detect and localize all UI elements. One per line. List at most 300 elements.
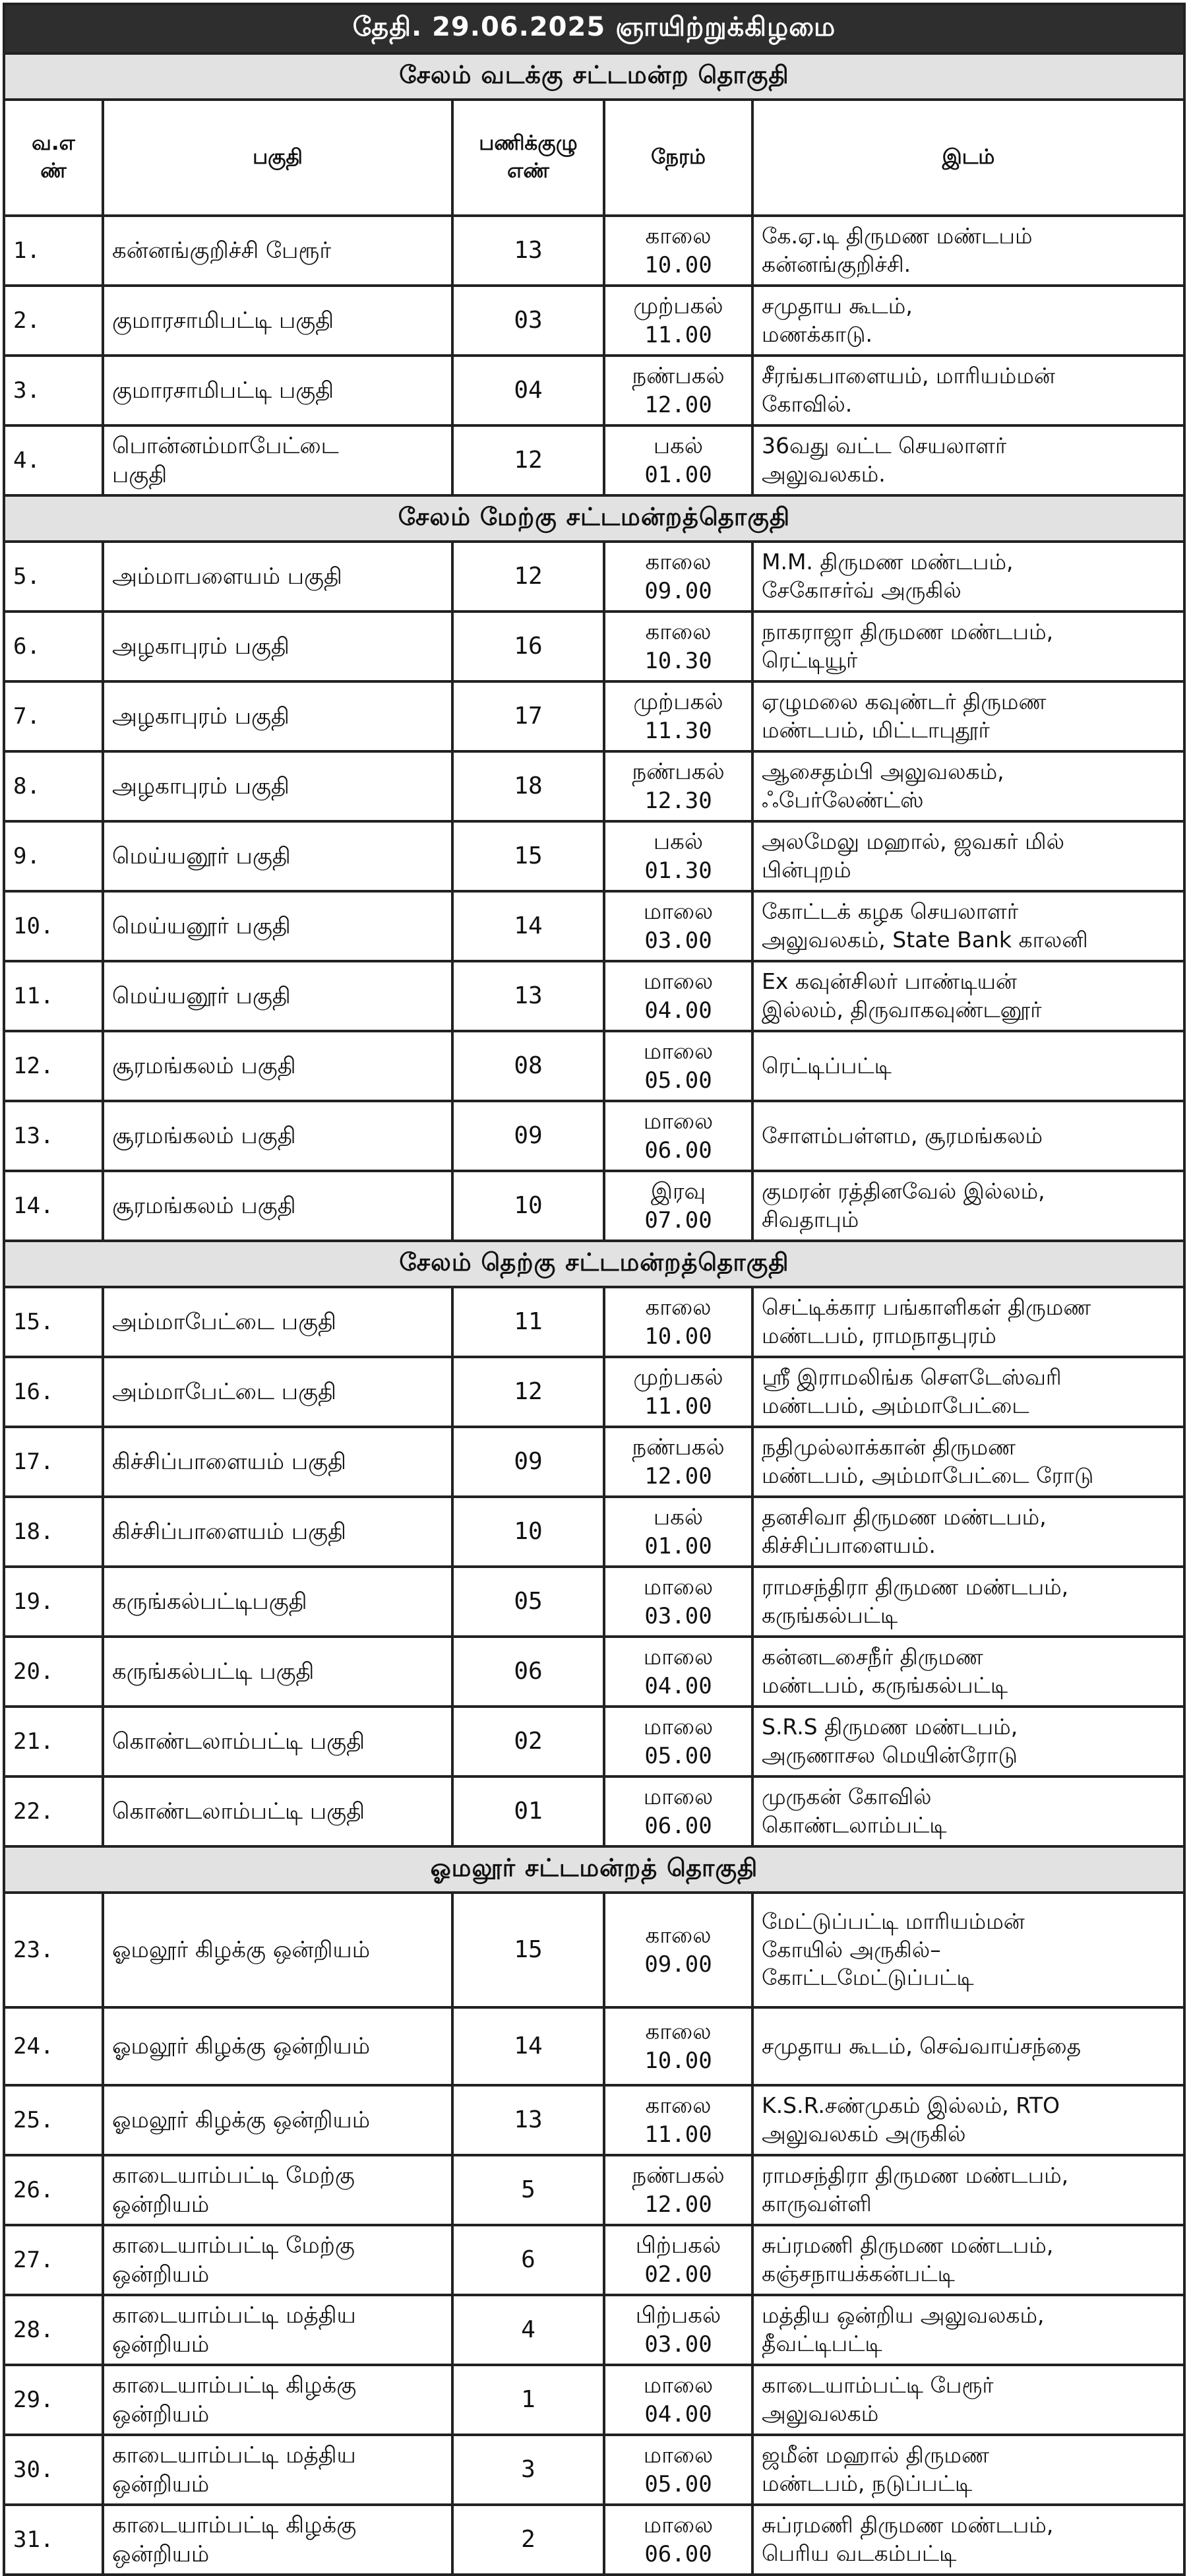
venue-place-line: கோட்டக் கழக செயலாளர்: [762, 898, 1019, 925]
venue-place-line: குமரன் ரத்தினவேல் இல்லம்,: [762, 1178, 1045, 1205]
time-slot: [604, 2505, 752, 2575]
time-slot-line: 06.00: [644, 1137, 712, 1164]
time-slot-line: 03.00: [644, 1603, 712, 1629]
time-slot-line: 01.30: [644, 858, 712, 884]
area-name: [103, 1171, 452, 1241]
venue-place: [752, 216, 1184, 286]
venue-place: [752, 425, 1184, 495]
panel-number: 06: [452, 1637, 604, 1707]
time-slot: [604, 1101, 752, 1171]
venue-place-line: ரெட்டிப்பட்டி: [762, 1052, 892, 1079]
time-slot-line: பகல்: [653, 828, 704, 855]
time-slot-line: 10.00: [644, 1323, 712, 1350]
venue-place: [752, 1893, 1184, 2007]
area-name-line: காடையாம்பட்டி மேற்கு: [112, 2232, 355, 2259]
venue-place: [752, 2225, 1184, 2295]
venue-place-line: கோயில் அருகில்–: [762, 1936, 941, 1963]
time-slot-line: 03.00: [644, 927, 712, 954]
serial-number: 11.: [4, 961, 103, 1031]
table-row: [4, 751, 1184, 821]
venue-place-line: அருணாசல மெயின்ரோடு: [762, 1742, 1018, 1768]
serial-number: 2.: [4, 286, 103, 356]
area-name: [103, 2007, 452, 2085]
venue-place: [752, 1497, 1184, 1567]
venue-place: [752, 1776, 1184, 1846]
table-row: [4, 1031, 1184, 1101]
venue-place-line: சீரங்கபாளையம், மாரியம்மன்: [762, 363, 1055, 389]
venue-place-line: கே.ஏ.டி திருமண மண்டபம்: [762, 223, 1033, 249]
serial-number: 25.: [4, 2085, 103, 2155]
panel-number: 16: [452, 612, 604, 681]
venue-place-line: அலுவலகம்: [762, 2401, 879, 2426]
serial-number: 28.: [4, 2295, 103, 2365]
header-place: இடம்: [752, 100, 1184, 216]
time-slot-line: 11.30: [644, 718, 712, 744]
venue-place: [752, 2435, 1184, 2505]
venue-place: [752, 1031, 1184, 1101]
panel-number: 2: [452, 2505, 604, 2575]
area-name: [103, 891, 452, 961]
venue-place-line: நதிமுல்லாக்கான் திருமண: [762, 1434, 1016, 1461]
area-name-line: காடையாம்பட்டி கிழக்கு: [112, 2372, 357, 2399]
time-slot-line: மாலை: [643, 1038, 714, 1065]
venue-place-line: சோளம்பள்ளம, சூரமங்கலம்: [762, 1122, 1043, 1148]
area-name-line: கருங்கல்பட்டிபகுதி: [112, 1588, 307, 1615]
date-bar-row: [4, 4, 1184, 53]
venue-place: [752, 612, 1184, 681]
time-slot: [604, 1031, 752, 1101]
area-name-line: காடையாம்பட்டி கிழக்கு: [112, 2511, 357, 2538]
venue-place-line: M.M. திருமண மண்டபம்,: [762, 549, 1014, 575]
date-bar: தேதி. 29.06.2025 ஞாயிற்றுக்கிழமை: [4, 4, 1184, 53]
venue-place-line: K.S.R.சண்முகம் இல்லம், RTO: [762, 2092, 1060, 2119]
serial-number: 1.: [4, 216, 103, 286]
time-slot: [604, 1707, 752, 1776]
table-row: [4, 1287, 1184, 1357]
panel-number: 13: [452, 2085, 604, 2155]
time-slot-line: மாலை: [643, 2372, 714, 2399]
table-row: [4, 286, 1184, 356]
time-slot-line: மாலை: [643, 1643, 714, 1670]
venue-place-line: ரெட்டியூர்: [762, 647, 858, 673]
area-name: [103, 681, 452, 751]
serial-number: 5.: [4, 542, 103, 612]
venue-place-line: 36வது வட்ட செயலாளர்: [762, 433, 1007, 459]
venue-place: [752, 542, 1184, 612]
serial-number: 21.: [4, 1707, 103, 1776]
area-name: [103, 821, 452, 891]
venue-place-line: S.R.S திருமண மண்டபம்,: [762, 1714, 1018, 1740]
venue-place-line: Ex கவுன்சிலர் பாண்டியன்: [762, 968, 1017, 995]
panel-number: 17: [452, 681, 604, 751]
venue-place-line: முருகன் கோவில்: [762, 1784, 932, 1810]
area-name-line: கிச்சிப்பாளையம் பகுதி: [112, 1518, 347, 1545]
serial-number: 17.: [4, 1427, 103, 1497]
venue-place-line: கோவில்.: [762, 391, 853, 417]
time-slot-line: காலை: [645, 1294, 712, 1321]
venue-place-line: ராமசந்திரா திருமண மண்டபம்,: [762, 2162, 1069, 2189]
time-slot: [604, 751, 752, 821]
area-name: [103, 2225, 452, 2295]
time-slot: [604, 2007, 752, 2085]
serial-number: 14.: [4, 1171, 103, 1241]
venue-place: [752, 1357, 1184, 1427]
time-slot-line: 06.00: [644, 1813, 712, 1839]
time-slot-line: 05.00: [644, 1743, 712, 1769]
venue-place: [752, 681, 1184, 751]
area-name: [103, 1707, 452, 1776]
time-slot: [604, 2435, 752, 2505]
serial-number: 3.: [4, 356, 103, 425]
area-name-line: சூரமங்கலம் பகுதி: [112, 1192, 296, 1219]
panel-number: 4: [452, 2295, 604, 2365]
area-name-line: மெய்யனூர் பகுதி: [112, 982, 291, 1009]
venue-place-line: சமுதாய கூடம், செவ்வாய்சந்தை: [762, 2032, 1082, 2059]
venue-place: [752, 821, 1184, 891]
area-name: [103, 2085, 452, 2155]
time-slot-line: 03.00: [644, 2331, 712, 2358]
time-slot: [604, 1427, 752, 1497]
header-panel: [452, 100, 604, 216]
area-name: [103, 751, 452, 821]
area-name: [103, 1101, 452, 1171]
table-row: [4, 1427, 1184, 1497]
section-title: ஓமலூர் சட்டமன்றத் தொகுதி: [4, 1846, 1184, 1893]
serial-number: 4.: [4, 425, 103, 495]
serial-number: 10.: [4, 891, 103, 961]
time-slot-line: பிற்பகல்: [635, 2232, 721, 2259]
panel-number: 09: [452, 1101, 604, 1171]
table-row: [4, 1567, 1184, 1637]
time-slot-line: காலை: [645, 2018, 712, 2045]
serial-number: 23.: [4, 1893, 103, 2007]
time-slot: [604, 542, 752, 612]
panel-number: 18: [452, 751, 604, 821]
header-serial-line: வ.எ: [32, 131, 75, 156]
serial-number: 29.: [4, 2365, 103, 2435]
panel-number: 13: [452, 216, 604, 286]
area-name-line: சூரமங்கலம் பகுதி: [112, 1052, 296, 1079]
venue-place-line: அலுவலகம்.: [762, 461, 886, 487]
time-slot: [604, 2085, 752, 2155]
area-name-line: ஒன்றியம்: [112, 2261, 210, 2288]
area-name-line: அழகாபுரம் பகுதி: [112, 633, 290, 660]
time-slot: [604, 1287, 752, 1357]
venue-place-line: சமுதாய கூடம்,: [762, 293, 913, 319]
time-slot-line: மாலை: [643, 968, 714, 995]
time-slot: [604, 356, 752, 425]
time-slot-line: 10.00: [644, 252, 712, 278]
venue-place: [752, 1287, 1184, 1357]
time-slot: [604, 2155, 752, 2225]
time-slot-line: 04.00: [644, 1673, 712, 1699]
table-row: [4, 961, 1184, 1031]
venue-place: [752, 751, 1184, 821]
venue-place-line: மேட்டுப்பட்டி மாரியம்மன்: [762, 1908, 1025, 1934]
time-slot-line: காலை: [645, 618, 712, 645]
time-slot-line: 05.00: [644, 1067, 712, 1094]
area-name-line: ஒன்றியம்: [112, 2541, 210, 2567]
time-slot-line: 12.00: [644, 392, 712, 418]
time-slot: [604, 821, 752, 891]
venue-place-line: ஆசைதம்பி அலுவலகம்,: [762, 759, 1004, 785]
area-name-line: ஒன்றியம்: [112, 2191, 210, 2218]
time-slot-line: முற்பகல்: [633, 688, 723, 715]
time-slot-line: 02.00: [644, 2261, 712, 2288]
venue-place: [752, 2085, 1184, 2155]
serial-number: 18.: [4, 1497, 103, 1567]
header-serial: [4, 100, 103, 216]
serial-number: 24.: [4, 2007, 103, 2085]
venue-place-line: இல்லம், திருவாகவுண்டனூர்: [762, 997, 1042, 1022]
area-name-line: ஓமலூர் கிழக்கு ஒன்றியம்: [112, 2106, 371, 2133]
table-row: [4, 1637, 1184, 1707]
area-name-line: கொண்டலாம்பட்டி பகுதி: [112, 1728, 365, 1755]
area-name: [103, 1637, 452, 1707]
venue-place-line: ஃபேர்லேண்ட்ஸ்: [762, 787, 924, 813]
venue-place: [752, 2365, 1184, 2435]
venue-place: [752, 1707, 1184, 1776]
time-slot-line: மாலை: [643, 1573, 714, 1600]
table-row: [4, 1357, 1184, 1427]
area-name-line: அம்மாபளையம் பகுதி: [112, 563, 342, 590]
area-name: [103, 1776, 452, 1846]
time-slot-line: 09.00: [644, 578, 712, 604]
panel-number: 6: [452, 2225, 604, 2295]
section-title-row: [4, 53, 1184, 100]
table-row: [4, 612, 1184, 681]
serial-number: 22.: [4, 1776, 103, 1846]
venue-place: [752, 1567, 1184, 1637]
area-name-line: கன்னங்குறிச்சி பேரூர்: [112, 237, 332, 264]
time-slot-line: மாலை: [643, 2511, 714, 2538]
time-slot-line: 11.00: [644, 1393, 712, 1420]
venue-place-line: மண்டபம், அம்மாபேட்டை: [762, 1393, 1029, 1418]
table-row: [4, 2435, 1184, 2505]
time-slot-line: 07.00: [644, 1207, 712, 1234]
panel-number: 01: [452, 1776, 604, 1846]
time-slot-line: 04.00: [644, 997, 712, 1024]
panel-number: 3: [452, 2435, 604, 2505]
serial-number: 27.: [4, 2225, 103, 2295]
area-name-line: அம்மாபேட்டை பகுதி: [112, 1378, 336, 1405]
table-row: [4, 2505, 1184, 2575]
venue-place-line: கொண்டலாம்பட்டி: [762, 1812, 947, 1838]
area-name: [103, 356, 452, 425]
venue-place: [752, 2505, 1184, 2575]
table-row: [4, 425, 1184, 495]
time-slot-line: காலை: [645, 548, 712, 575]
table-row: [4, 681, 1184, 751]
time-slot-line: நண்பகல்: [632, 758, 725, 785]
venue-place-line: மணக்காடு.: [762, 321, 872, 347]
venue-place: [752, 1427, 1184, 1497]
area-name-line: கருங்கல்பட்டி பகுதி: [112, 1658, 315, 1685]
venue-place-line: கருங்கல்பட்டி: [762, 1602, 898, 1628]
time-slot: [604, 1171, 752, 1241]
time-slot-line: பகல்: [653, 432, 704, 459]
panel-number: 15: [452, 821, 604, 891]
area-name-line: குமாரசாமிபட்டி பகுதி: [112, 377, 334, 404]
venue-place-line: தீவட்டிபட்டி: [762, 2331, 882, 2356]
serial-number: 7.: [4, 681, 103, 751]
time-slot: [604, 2365, 752, 2435]
panel-number: 1: [452, 2365, 604, 2435]
time-slot: [604, 2225, 752, 2295]
area-name-line: அழகாபுரம் பகுதி: [112, 703, 290, 730]
header-panel-line: பணிக்குழு: [479, 131, 578, 156]
time-slot-line: 01.00: [644, 1533, 712, 1559]
venue-place-line: மண்டபம், கருங்கல்பட்டி: [762, 1672, 1008, 1698]
table-row: [4, 1893, 1184, 2007]
table-row: [4, 2295, 1184, 2365]
panel-number: 04: [452, 356, 604, 425]
area-name: [103, 286, 452, 356]
venue-place-line: நாகராஜா திருமண மண்டபம்,: [762, 619, 1054, 645]
area-name-line: அழகாபுரம் பகுதி: [112, 772, 290, 800]
table-row: [4, 821, 1184, 891]
area-name-line: காடையாம்பட்டி மத்திய: [112, 2302, 356, 2329]
time-slot: [604, 1637, 752, 1707]
area-name-line: அம்மாபேட்டை பகுதி: [112, 1308, 336, 1335]
venue-place: [752, 961, 1184, 1031]
header-area: பகுதி: [103, 100, 452, 216]
area-name-line: கொண்டலாம்பட்டி பகுதி: [112, 1798, 365, 1825]
time-slot: [604, 425, 752, 495]
table-row: [4, 1776, 1184, 1846]
time-slot: [604, 1567, 752, 1637]
venue-place-line: ஜமீன் மஹால் திருமண: [762, 2442, 989, 2468]
panel-number: 14: [452, 891, 604, 961]
venue-place-line: கன்னடசைநீர் திருமண: [762, 1644, 983, 1670]
time-slot-line: 11.00: [644, 322, 712, 348]
time-slot-line: காலை: [645, 2092, 712, 2119]
panel-number: 12: [452, 542, 604, 612]
time-slot: [604, 286, 752, 356]
panel-number: 12: [452, 1357, 604, 1427]
time-slot: [604, 891, 752, 961]
time-slot-line: பகல்: [653, 1503, 704, 1530]
time-slot-line: 12.00: [644, 1463, 712, 1490]
venue-place-line: சேகோசர்வ் அருகில்: [762, 577, 962, 603]
venue-place-line: மண்டபம், அம்மாபேட்டை ரோடு: [762, 1462, 1094, 1488]
schedule-table: [3, 3, 1186, 2576]
venue-place: [752, 891, 1184, 961]
time-slot-line: 09.00: [644, 1951, 712, 1978]
time-slot-line: 01.00: [644, 462, 712, 488]
area-name: [103, 216, 452, 286]
table-row: [4, 2085, 1184, 2155]
time-slot-line: 04.00: [644, 2401, 712, 2428]
venue-place-line: ஸ்ரீ இராமலிங்க சௌடேஸ்வரி: [762, 1364, 1062, 1391]
serial-number: 6.: [4, 612, 103, 681]
column-header-row: [4, 100, 1184, 216]
venue-place-line: அலமேலு மஹால், ஜவகர் மில்: [762, 829, 1064, 855]
area-name: [103, 425, 452, 495]
area-name-line: ஒன்றியம்: [112, 2401, 210, 2428]
area-name-line: பொன்னம்மாபேட்டை: [112, 432, 339, 459]
serial-number: 9.: [4, 821, 103, 891]
area-name: [103, 542, 452, 612]
panel-number: 11: [452, 1287, 604, 1357]
time-slot-line: பிற்பகல்: [635, 2302, 721, 2329]
time-slot-line: நண்பகல்: [632, 362, 725, 389]
area-name: [103, 1567, 452, 1637]
area-name-line: ஒன்றியம்: [112, 2331, 210, 2358]
time-slot: [604, 961, 752, 1031]
time-slot: [604, 681, 752, 751]
time-slot-line: முற்பகல்: [633, 1364, 723, 1391]
time-slot-line: காலை: [645, 1922, 712, 1949]
panel-number: 10: [452, 1171, 604, 1241]
time-slot: [604, 1357, 752, 1427]
area-name-line: ஓமலூர் கிழக்கு ஒன்றியம்: [112, 2032, 371, 2059]
time-slot-line: 10.00: [644, 2048, 712, 2074]
time-slot-line: 10.30: [644, 648, 712, 674]
venue-place: [752, 2007, 1184, 2085]
venue-place-line: சுப்ரமணி திருமண மண்டபம்,: [762, 2232, 1054, 2259]
panel-number: 5: [452, 2155, 604, 2225]
venue-place-line: கஞ்சநாயக்கன்பட்டி: [762, 2261, 955, 2286]
schedule-body: [4, 4, 1184, 2575]
area-name: [103, 2295, 452, 2365]
panel-number: 03: [452, 286, 604, 356]
time-slot-line: இரவு: [650, 1178, 706, 1205]
venue-place-line: தனசிவா திருமண மண்டபம்,: [762, 1504, 1047, 1530]
area-name: [103, 961, 452, 1031]
table-row: [4, 2225, 1184, 2295]
time-slot-line: மாலை: [643, 1713, 714, 1740]
venue-place: [752, 356, 1184, 425]
venue-place: [752, 2295, 1184, 2365]
venue-place-line: ராமசந்திரா திருமண மண்டபம்,: [762, 1574, 1069, 1600]
venue-place: [752, 286, 1184, 356]
venue-place-line: கிச்சிப்பாளையம்.: [762, 1532, 936, 1558]
venue-place-line: மத்திய ஒன்றிய அலுவலகம்,: [762, 2302, 1045, 2329]
area-name: [103, 1497, 452, 1567]
serial-number: 30.: [4, 2435, 103, 2505]
time-slot: [604, 612, 752, 681]
section-title: சேலம் தெற்கு சட்டமன்றத்தொகுதி: [4, 1241, 1184, 1287]
table-row: [4, 1707, 1184, 1776]
panel-number: 09: [452, 1427, 604, 1497]
serial-number: 31.: [4, 2505, 103, 2575]
section-title-row: [4, 495, 1184, 542]
time-slot: [604, 1776, 752, 1846]
area-name-line: மெய்யனூர் பகுதி: [112, 842, 291, 869]
area-name: [103, 2435, 452, 2505]
time-slot-line: 11.00: [644, 2121, 712, 2148]
venue-place-line: அலுவலகம் அருகில்: [762, 2121, 966, 2147]
area-name-line: காடையாம்பட்டி மேற்கு: [112, 2162, 355, 2189]
serial-number: 13.: [4, 1101, 103, 1171]
serial-number: 19.: [4, 1567, 103, 1637]
table-row: [4, 1171, 1184, 1241]
header-serial-line: ண்: [40, 159, 67, 183]
area-name: [103, 1287, 452, 1357]
section-title-row: [4, 1846, 1184, 1893]
header-panel-line: எண்: [507, 159, 549, 183]
area-name-line: கிச்சிப்பாளையம் பகுதி: [112, 1448, 347, 1475]
venue-place-line: சுப்ரமணி திருமண மண்டபம்,: [762, 2512, 1054, 2538]
time-slot-line: 06.00: [644, 2541, 712, 2567]
venue-place-line: மண்டபம், ராமநாதபுரம்: [762, 1323, 996, 1348]
time-slot: [604, 1893, 752, 2007]
table-row: [4, 2007, 1184, 2085]
venue-place-line: அலுவலகம், State Bank காலனி: [762, 927, 1088, 953]
table-row: [4, 2365, 1184, 2435]
area-name: [103, 1893, 452, 2007]
